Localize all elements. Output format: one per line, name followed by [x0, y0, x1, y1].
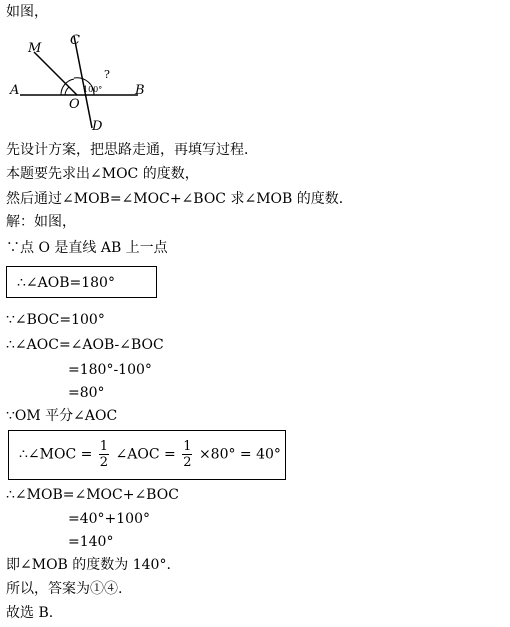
angle-label: 100°: [83, 85, 103, 94]
solution-line-2: ∵∠BOC=100°: [6, 312, 105, 328]
label-a: A: [10, 83, 20, 98]
box2-suffix: ×80° = 40°: [198, 446, 281, 463]
answer-box-1-text: ∴∠AOB=180°: [17, 275, 115, 291]
label-d: D: [92, 119, 103, 134]
answer-box-2: [8, 430, 286, 480]
geometry-figure: [8, 30, 168, 140]
label-b: B: [135, 83, 145, 98]
plan-line-1: 先设计方案，把思路走通，再填写过程．: [6, 142, 258, 158]
label-c: C: [70, 33, 80, 48]
solution-line-5: =80°: [68, 385, 105, 401]
solution-line-4: =180°-100°: [68, 362, 152, 378]
angle-arc-aom: [65, 87, 69, 95]
fraction-2-denominator: 2: [183, 455, 192, 470]
plan-line-2: 本题要先求出∠MOC 的度数，: [6, 166, 199, 182]
answer-box-2-content: [19, 439, 281, 470]
solution-line-10: 即∠MOB 的度数为 140°.: [6, 557, 171, 573]
solution-line-6: ∵OM 平分∠AOC: [6, 408, 118, 424]
label-o: O: [69, 97, 80, 112]
solution-line-1: ∵点 O 是直线 AB 上一点: [6, 240, 168, 256]
line-cd: [74, 36, 92, 128]
label-m: M: [28, 41, 42, 56]
box2-prefix: ∴∠MOC =: [19, 446, 93, 463]
solution-heading: 解：如图，: [6, 214, 76, 230]
box2-mid: ∠AOC =: [115, 446, 176, 463]
fraction-2: [182, 439, 192, 470]
solution-line-11: 所以，答案为①④.: [6, 581, 123, 597]
plan-line-3: 然后通过∠MOB=∠MOC+∠BOC 求∠MOB 的度数．: [6, 191, 353, 207]
solution-line-8: =40°+100°: [68, 511, 150, 527]
unknown-angle-label: ?: [104, 68, 110, 81]
fraction-1-denominator: 2: [99, 455, 109, 470]
ray-om: [34, 52, 77, 95]
fraction-1: [99, 439, 109, 470]
answer-box-1: [6, 266, 157, 298]
solution-line-12: 故选 B.: [6, 605, 54, 621]
intro-text: 如图，: [6, 4, 48, 20]
fraction-1-numerator: 1: [99, 439, 109, 454]
solution-line-9: =140°: [68, 534, 114, 550]
solution-line-7: ∴∠MOB=∠MOC+∠BOC: [6, 487, 179, 503]
solution-line-3: ∴∠AOC=∠AOB-∠BOC: [6, 337, 164, 353]
fraction-2-numerator: 1: [183, 439, 192, 454]
